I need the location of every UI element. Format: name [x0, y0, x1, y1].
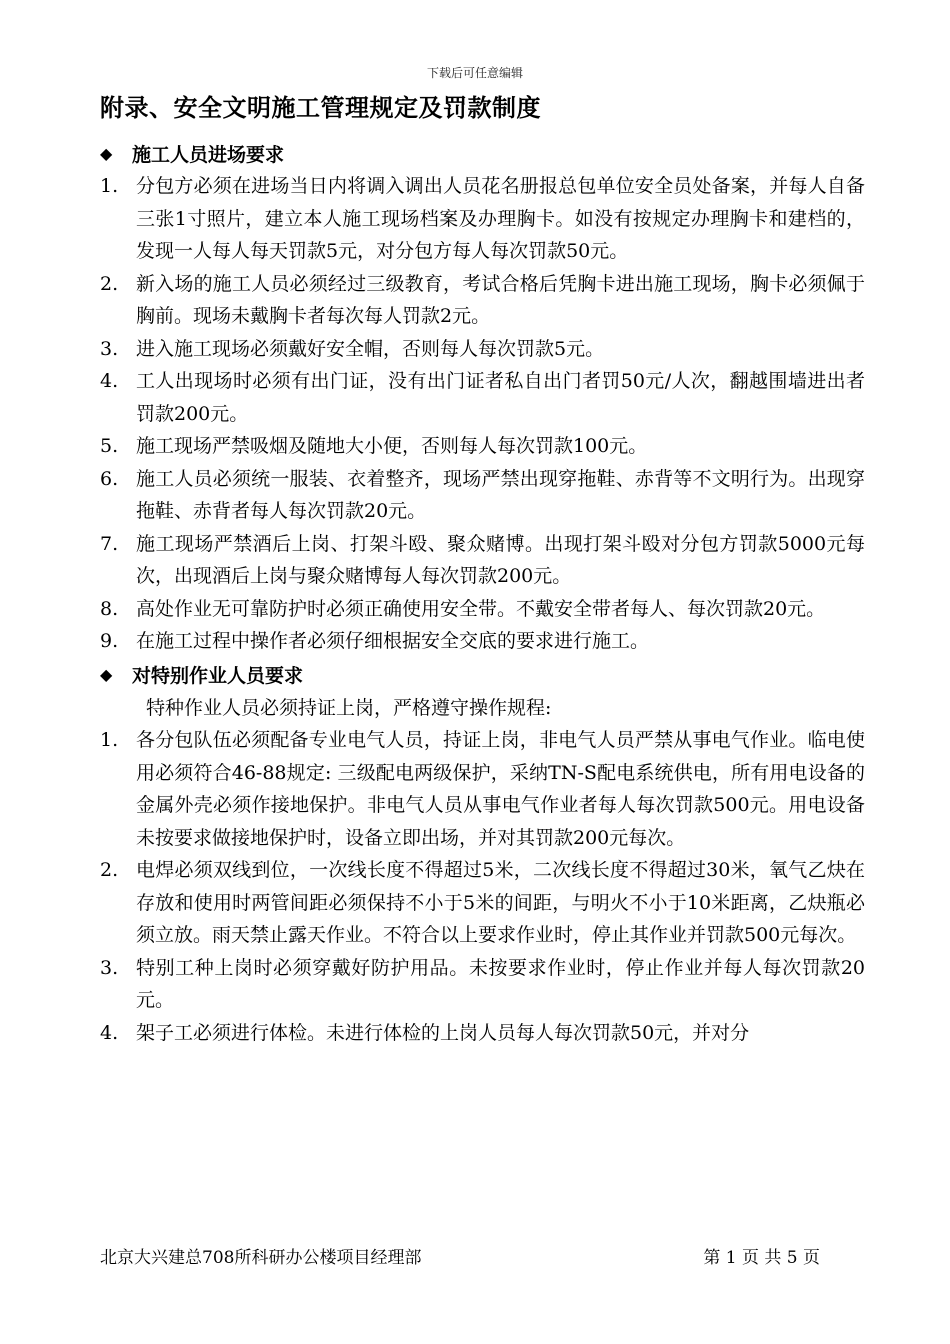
item-number: 7.: [100, 532, 119, 555]
footer-page-number: 第 1 页 共 5 页: [703, 1248, 820, 1268]
item-number: 2.: [100, 272, 119, 295]
item-number: 2.: [100, 859, 119, 881]
item-text: 高处作业无可靠防护时必须正确使用安全带。不戴安全带者每人、每次罚款20元。: [136, 597, 826, 620]
section-heading-entry-requirements: [100, 136, 865, 170]
item-number: 8.: [100, 597, 119, 620]
list-item: [100, 724, 865, 854]
item-number: 3.: [100, 956, 119, 979]
item-text: 工人出现场时必须有出门证，没有出门证者私自出门者罚50元/人次，翻越围墙进出者罚款200元。: [136, 370, 865, 425]
item-text: 施工现场严禁酒后上岗、打架斗殴、聚众赌博。出现打架斗殴对分包方罚款5000元每次，出现酒后上岗与聚众赌博每人每次罚款200元。: [136, 532, 865, 587]
item-number: 4.: [100, 370, 119, 392]
list-item: [100, 170, 865, 268]
list-item: [100, 593, 865, 626]
footer-project-name: 北京大兴建总708所科研办公楼项目经理部: [100, 1248, 422, 1268]
download-watermark: 下载后可任意编辑: [426, 66, 523, 80]
list-item: [100, 430, 865, 463]
item-text: 新入场的施工人员必须经过三级教育，考试合格后凭胸卡进出施工现场，胸卡必须佩于胸前。现场未戴胸卡者每次每人罚款2元。: [136, 272, 865, 327]
list-item: [100, 333, 865, 366]
item-number: 3.: [100, 337, 119, 360]
list-item: [100, 365, 865, 430]
item-text: 施工人员必须统一服装、衣着整齐，现场严禁出现穿拖鞋、赤背等不文明行为。出现穿拖鞋、赤背者每人每次罚款20元。: [136, 467, 865, 522]
list-item: [100, 854, 865, 952]
item-text: 分包方必须在进场当日内将调入调出人员花名册报总包单位安全员处备案，并每人自备三张1寸照片，建立本人施工现场档案及办理胸卡。如没有按规定办理胸卡和建档的，发现一人每人每天罚款5元，对分包方每人每次罚款50元。: [136, 175, 865, 262]
list-item: [100, 268, 865, 333]
list-item: [100, 1017, 865, 1050]
item-text: 在施工过程中操作者必须仔细根据安全交底的要求进行施工。: [136, 630, 650, 652]
diamond-icon: ◆: [100, 665, 113, 684]
list-item: [100, 463, 865, 528]
section-heading-special-workers: [100, 658, 865, 692]
section-intro: 特种作业人员必须持证上岗，严格遵守操作规程:: [146, 696, 552, 719]
item-text: 特别工种上岗时必须穿戴好防护用品。未按要求作业时，停止作业并每人每次罚款20元。: [136, 956, 865, 1011]
item-number: 1.: [100, 175, 119, 197]
item-text: 架子工必须进行体检。未进行体检的上岗人员每人每次罚款50元，并对分: [136, 1021, 750, 1044]
item-text: 进入施工现场必须戴好安全帽，否则每人每次罚款5元。: [136, 337, 605, 360]
item-number: 4.: [100, 1021, 119, 1044]
list-item: [100, 625, 865, 658]
item-number: 1.: [100, 729, 119, 751]
section-heading-text: 对特别作业人员要求: [132, 665, 304, 687]
diamond-icon: ◆: [100, 143, 113, 163]
page-footer: [100, 1243, 820, 1268]
item-number: 9.: [100, 630, 119, 652]
item-number: 5.: [100, 435, 119, 457]
section-heading-text: 施工人员进场要求: [132, 143, 285, 166]
item-text: 施工现场严禁吸烟及随地大小便，否则每人每次罚款100元。: [136, 435, 648, 457]
list-item: [100, 528, 865, 593]
item-text: 各分包队伍必须配备专业电气人员，持证上岗，非电气人员严禁从事电气作业。临电使用必须符合46-88规定: 三级配电两级保护，采纳TN-S配电系统供电，所有用电设备的金属外壳必须作接地保护。非电气人员从事电气作业者每人每次罚款500元。用电设备未按要求做接地保护时，设备立即出场，并对其罚款200元每次。: [136, 729, 865, 849]
page-title: 附录、安全文明施工管理规定及罚款制度: [100, 94, 541, 122]
item-number: 6.: [100, 467, 119, 490]
document-body: [100, 136, 865, 1049]
item-text: 电焊必须双线到位，一次线长度不得超过5米，二次线长度不得超过30米，氧气乙炔在存放和使用时两管间距必须保持不小于5米的间距，与明火不小于10米距离，乙炔瓶必须立放。雨天禁止露天作业。不符合以上要求作业时，停止其作业并罚款500元每次。: [136, 859, 865, 946]
list-item: [100, 952, 865, 1017]
